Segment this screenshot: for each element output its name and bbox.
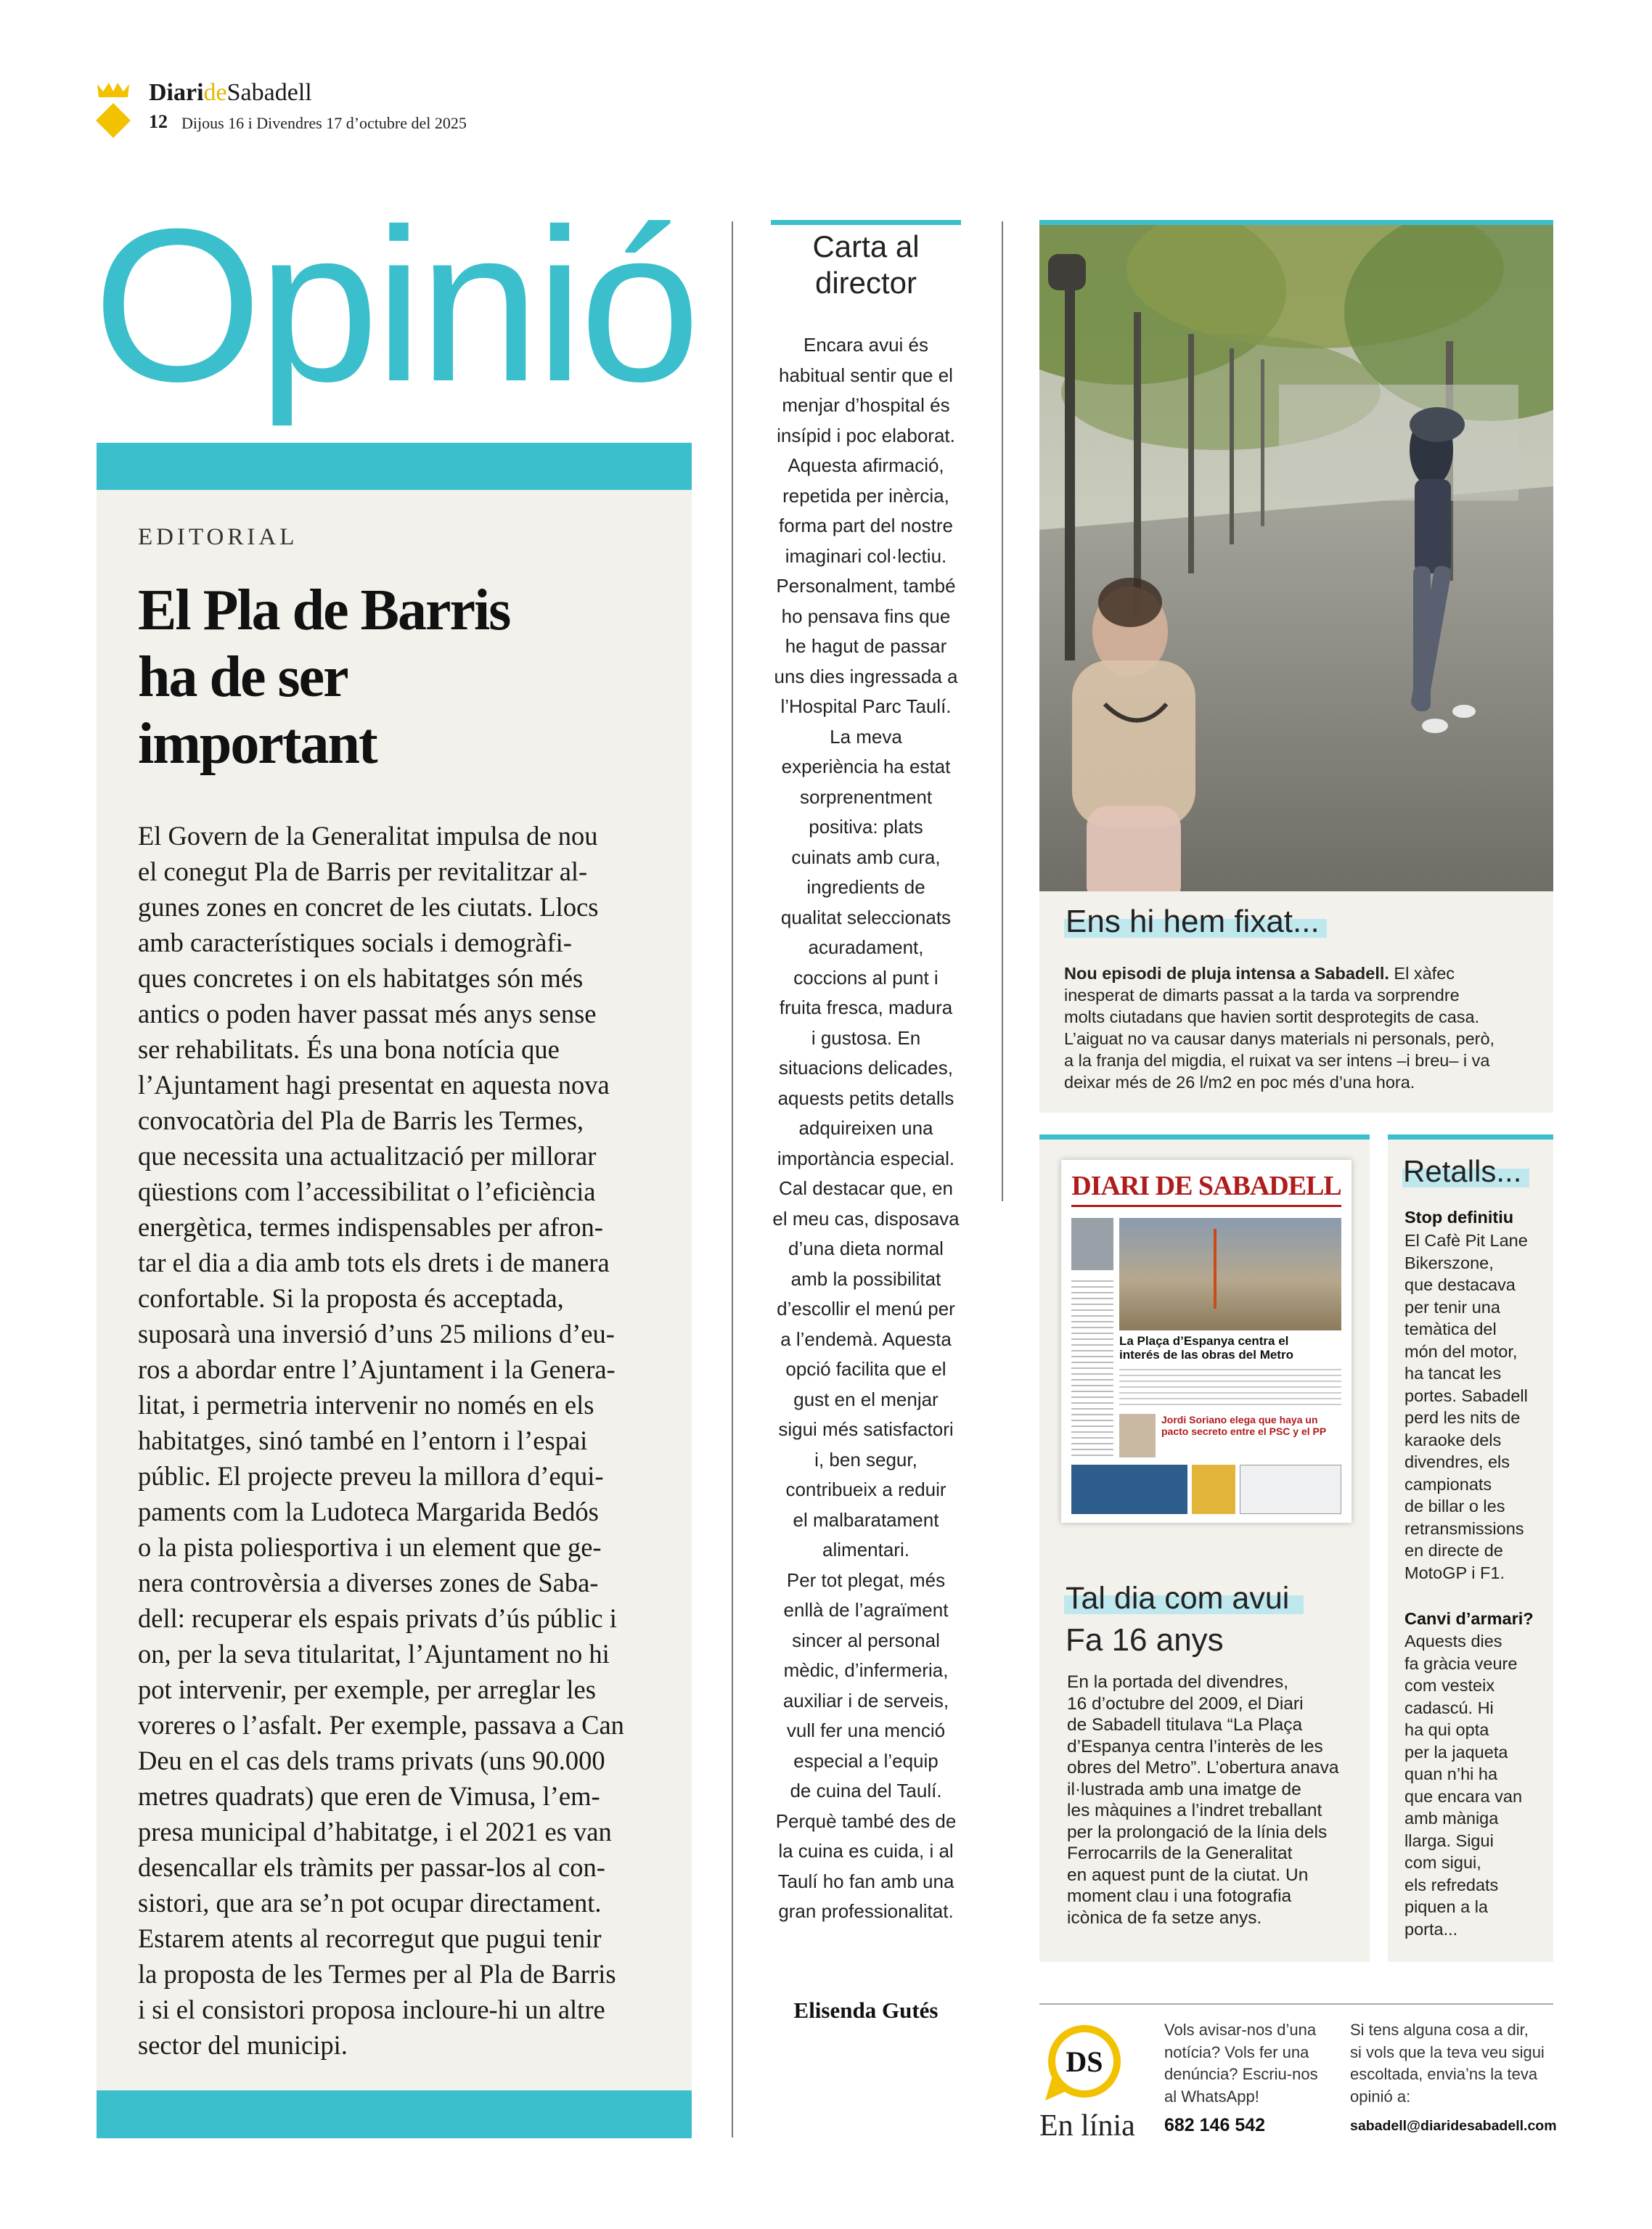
taldia-line: Ferrocarrils de la Generalitat bbox=[1067, 1844, 1293, 1863]
letter-line: el malbaratament bbox=[793, 1508, 939, 1531]
column-divider bbox=[732, 221, 733, 2138]
editorial-line: sector del municipi. bbox=[138, 2030, 348, 2060]
letter-line: repetida per inèrcia, bbox=[782, 484, 949, 507]
letter-line: Perquè també des de bbox=[775, 1809, 957, 1832]
text-line: divendres, els bbox=[1404, 1452, 1510, 1471]
text-line: com vesteix bbox=[1404, 1676, 1495, 1695]
editorial-line: qüestions com l’accessibilitat o l’eficiència bbox=[138, 1177, 596, 1206]
rain-street-photo bbox=[1039, 225, 1553, 891]
letter-line: alimentari. bbox=[822, 1539, 909, 1561]
text-line: per tenir una bbox=[1404, 1297, 1500, 1317]
text-line: Si tens alguna cosa a dir, bbox=[1350, 2021, 1529, 2039]
editorial-line: gunes zones en concret de les ciutats. Llocs bbox=[138, 892, 599, 922]
taldia-top-bar bbox=[1039, 1134, 1370, 1140]
editorial-label: EDITORIAL bbox=[138, 524, 298, 550]
retalls-top-bar bbox=[1388, 1134, 1553, 1140]
letter-body bbox=[753, 330, 978, 1927]
text-line: notícia? Vols fer una bbox=[1164, 2042, 1309, 2061]
taldia-line: per la prolongació de la línia dels bbox=[1067, 1822, 1328, 1842]
letter-line: situacions delicades, bbox=[779, 1057, 953, 1079]
text-line: retransmissions bbox=[1404, 1518, 1524, 1538]
editorial-headline: El Pla de Barris ha de ser important bbox=[138, 578, 510, 776]
editorial-line: ques concretes i on els habitatges són més bbox=[138, 963, 584, 993]
opinion-prompt bbox=[1350, 2019, 1557, 2108]
letter-line: coccions al punt i bbox=[793, 966, 939, 989]
letter-line: especial a l’equip bbox=[793, 1749, 939, 1772]
letter-top-bar bbox=[771, 220, 961, 225]
letter-line: aquests petits detalls bbox=[777, 1087, 954, 1109]
letter-line: enllà de l’agraïment bbox=[783, 1599, 949, 1621]
letter-line: he hagut de passar bbox=[785, 635, 947, 657]
letter-line: contribueix a reduir bbox=[785, 1478, 946, 1500]
editorial-line: El Govern de la Generalitat impulsa de nou bbox=[138, 821, 598, 851]
editorial-line: presa municipal d’habitatge, i el 2021 es van bbox=[138, 1817, 612, 1846]
taldia-subtitle: Fa 16 anys bbox=[1066, 1622, 1224, 1658]
letter-line: l’Hospital Parc Taulí. bbox=[780, 695, 952, 717]
text-line: amb màniga bbox=[1404, 1809, 1499, 1828]
text-line: escoltada, envia’ns la teva bbox=[1350, 2065, 1538, 2083]
ds-icon-text: DS bbox=[1066, 2045, 1103, 2078]
text-line: si vols que la teva veu sigui bbox=[1350, 2042, 1545, 2061]
letter-line: positiva: plats bbox=[809, 816, 923, 838]
letter-title: Carta al director bbox=[812, 229, 920, 300]
taldia-line: obres del Metro”. L’obertura anava bbox=[1067, 1758, 1339, 1778]
editorial-line: dell: recuperar els espais privats d’ús públic i bbox=[138, 1603, 617, 1633]
editorial-line: voreres o l’asfalt. Per exemple, passava a Can bbox=[138, 1710, 624, 1740]
editorial-line: convocatòria del Pla de Barris les Termes, bbox=[138, 1105, 584, 1135]
letter-line: Aquesta afirmació, bbox=[788, 454, 944, 476]
letter-line: imaginari col·lectiu. bbox=[785, 544, 947, 567]
letter-line: cuinats amb cura, bbox=[791, 846, 941, 868]
text-line: campionats bbox=[1404, 1474, 1492, 1494]
newspaper-masthead: DIARI DE SABADELL bbox=[1071, 1171, 1341, 1201]
taldia-line: moment clau i una fotografia bbox=[1067, 1886, 1292, 1906]
letter-line: importància especial. bbox=[777, 1147, 955, 1169]
letter-line: adquireixen una bbox=[798, 1117, 933, 1139]
taldia-line: en aquest punt de la ciutat. Un bbox=[1067, 1865, 1309, 1885]
text-line: els refredats bbox=[1404, 1875, 1499, 1894]
letter-line: acuradament, bbox=[808, 936, 924, 958]
editorial-line: l’Ajuntament hagi presentat en aquesta nova bbox=[138, 1070, 610, 1100]
retall-text bbox=[1404, 1630, 1542, 1940]
editorial-line: amb característiques socials i demogràfi- bbox=[138, 928, 572, 957]
text-line: ha qui opta bbox=[1404, 1720, 1489, 1739]
text-line: karaoke dels bbox=[1404, 1430, 1502, 1449]
taldia-line: les màquines a l’indret treballant bbox=[1067, 1801, 1322, 1820]
letter-line: d’escollir el menú per bbox=[777, 1298, 955, 1320]
taldia-line: d’Espanya centra l’interès de les bbox=[1067, 1736, 1323, 1756]
editorial-line: i si el consistori proposa incloure-hi un altre bbox=[138, 1995, 605, 2024]
editorial-body bbox=[138, 818, 646, 2063]
letter-line: La meva bbox=[830, 725, 902, 748]
editorial-line: litat, i permetria intervenir no només en els bbox=[138, 1390, 594, 1420]
text-line: Aquests dies bbox=[1404, 1632, 1502, 1651]
editorial-line: paments com la Ludoteca Margarida Bedós bbox=[138, 1497, 599, 1526]
letter-author: Elisenda Gutés bbox=[793, 1997, 939, 2023]
brand-name[interactable]: DiarideSabadell bbox=[149, 79, 312, 106]
column-divider bbox=[1002, 221, 1003, 1201]
editorial-line: energètica, termes indispensables per afron- bbox=[138, 1212, 603, 1242]
letter-line: amb la possibilitat bbox=[790, 1267, 941, 1290]
letter-line: Per tot plegat, més bbox=[786, 1569, 946, 1591]
newspaper-front-page bbox=[1061, 1160, 1352, 1523]
photo-top-bar bbox=[1039, 220, 1553, 225]
taldia-text bbox=[1067, 1672, 1357, 1929]
letter-line: Cal destacar que, en bbox=[779, 1177, 953, 1199]
text-line: porta... bbox=[1404, 1919, 1458, 1939]
text-line: cadascú. Hi bbox=[1404, 1698, 1494, 1717]
text-line: ha tancat les bbox=[1404, 1364, 1502, 1383]
newspaper-headline: La Plaça d’Espanya centra el bbox=[1119, 1334, 1289, 1348]
editorial-line: on, per la seva titularitat, l’Ajuntament no hi bbox=[138, 1639, 610, 1669]
retall-heading: Canvi d’armari? bbox=[1404, 1609, 1534, 1628]
text-line: com sigui, bbox=[1404, 1853, 1481, 1872]
letter-line: forma part del nostre bbox=[779, 515, 953, 536]
letter-line: Encara avui és bbox=[803, 334, 928, 356]
letter-line: gran professionalitat. bbox=[778, 1900, 954, 1922]
diari-logo-icon bbox=[94, 81, 132, 139]
text-line: temàtica del bbox=[1404, 1320, 1497, 1338]
text-line: portes. Sabadell bbox=[1404, 1386, 1528, 1405]
text-line: al WhatsApp! bbox=[1164, 2087, 1259, 2106]
text-line: perd les nits de bbox=[1404, 1408, 1521, 1427]
letter-line: ingredients de bbox=[806, 876, 925, 898]
taldia-line: il·lustrada amb una imatge de bbox=[1067, 1779, 1301, 1799]
fixat-title: Ens hi hem fixat... bbox=[1066, 904, 1320, 939]
letter-line: Personalment, també bbox=[776, 575, 956, 597]
editorial-line: ros a abordar entre l’Ajuntament i la Genera- bbox=[138, 1354, 616, 1384]
editorial-line: pot intervenir, per exemple, per arreglar les bbox=[138, 1674, 596, 1704]
letter-line: ho pensava fins que bbox=[781, 605, 951, 627]
page-number: 12 bbox=[149, 111, 168, 132]
ds-chat-icon[interactable] bbox=[1039, 2019, 1126, 2106]
retall-heading: Stop definitiu bbox=[1404, 1208, 1514, 1227]
taldia-title: Tal dia com avui bbox=[1066, 1581, 1290, 1616]
editorial-line: habitatges, sinó també en l’entorn i l’espai bbox=[138, 1426, 588, 1455]
letter-line: auxiliar i de serveis, bbox=[782, 1689, 949, 1711]
letter-line: i, ben segur, bbox=[814, 1448, 917, 1471]
editorial-line: o la pista poliesportiva i un element que ge- bbox=[138, 1532, 602, 1562]
en-linia-label: En línia bbox=[1039, 2109, 1135, 2143]
taldia-line: En la portada del divendres, bbox=[1067, 1672, 1289, 1692]
taldia-line: 16 d’octubre del 2009, el Diari bbox=[1067, 1693, 1304, 1714]
letter-line: sigui més satisfactori bbox=[778, 1418, 954, 1440]
text-line: en directe de bbox=[1404, 1541, 1503, 1560]
text-line: MotoGP i F1. bbox=[1404, 1563, 1505, 1582]
letter-line: menjar d’hospital és bbox=[782, 394, 950, 416]
editorial-line: antics o poden haver passat més anys sense bbox=[138, 999, 597, 1028]
newspaper-headline: interés de las obras del Metro bbox=[1119, 1348, 1293, 1362]
text-line: món del motor, bbox=[1404, 1341, 1518, 1361]
letter-line: uns dies ingressada a bbox=[774, 665, 958, 687]
editorial-line: suposarà una inversió d’uns 25 milions d’eu- bbox=[138, 1319, 615, 1349]
text-line: de billar o les bbox=[1404, 1497, 1505, 1516]
text-line: llarga. Sigui bbox=[1404, 1831, 1494, 1850]
editorial-line: Deu en el cas dels trams privats (uns 90.000 bbox=[138, 1746, 605, 1775]
editorial-line: tar el dia a dia amb tots els drets i de manera bbox=[138, 1248, 610, 1277]
retall-text bbox=[1404, 1230, 1542, 1584]
editorial-line: el conegut Pla de Barris per revitalitzar al- bbox=[138, 856, 588, 886]
whatsapp-number[interactable]: 682 146 542 bbox=[1164, 2115, 1266, 2135]
editorial-line: desencallar els tràmits per passar-los al con- bbox=[138, 1852, 605, 1882]
page-date: Dijous 16 i Divendres 17 d’octubre del 2025 bbox=[181, 114, 467, 132]
letter-line: qualitat seleccionats bbox=[780, 906, 952, 928]
section-title: Opinió bbox=[93, 183, 697, 427]
letter-line: la cuina es cuida, i al bbox=[778, 1840, 954, 1862]
taldia-line: de Sabadell titulava “La Plaça bbox=[1067, 1715, 1303, 1735]
letter-line: d’una dieta normal bbox=[788, 1238, 944, 1259]
letter-line: sorprenentment bbox=[799, 785, 933, 808]
text-line: denúncia? Escriu-nos bbox=[1164, 2065, 1318, 2083]
editorial-line: públic. El projecte preveu la millora d’equi- bbox=[138, 1461, 604, 1491]
letter-line: vull fer una menció bbox=[786, 1719, 946, 1741]
letter-line: sincer al personal bbox=[792, 1629, 940, 1651]
letter-line: de cuina del Taulí. bbox=[790, 1780, 942, 1801]
fixat-text: Nou episodi de pluja intensa a Sabadell. El xàfec inesperat de dimarts passat a la tarda va sorprendre molts ciutadans que havien sortit desprotegits de casa. L’aiguat no va causar danys materials ni personals, però, a la franja del migdia, el ruixat va ser intens –i breu– i va deixar més de 26 l/m2 en poc més d’una hora. bbox=[1064, 964, 1495, 1092]
text-line: fa gràcia veure bbox=[1404, 1653, 1518, 1673]
newspaper-second-headline: pacto secreto entre el PSC y el PP bbox=[1161, 1426, 1327, 1437]
editorial-line: confortable. Si la proposta és acceptada, bbox=[138, 1283, 564, 1313]
whatsapp-prompt bbox=[1164, 2019, 1338, 2108]
editorial-bottom-bar bbox=[97, 2090, 692, 2138]
text-line: El Cafè Pit Lane bbox=[1404, 1231, 1528, 1250]
letter-line: insípid i poc elaborat. bbox=[777, 424, 955, 446]
taldia-line: icònica de fa setze anys. bbox=[1067, 1907, 1262, 1928]
editorial-line: la proposta de les Termes per al Pla de Barris bbox=[138, 1959, 616, 1989]
editorial-line: ser rehabilitats. És una bona notícia que bbox=[138, 1034, 560, 1064]
editorial-line: Estarem atents al recorregut que pugui tenir bbox=[138, 1923, 602, 1953]
text-line: per la jaqueta bbox=[1404, 1742, 1508, 1762]
text-line: opinió a: bbox=[1350, 2087, 1411, 2106]
letter-line: Taulí ho fan amb una bbox=[777, 1870, 954, 1892]
letter-line: fruita fresca, madura bbox=[779, 997, 953, 1018]
letter-line: a l’endemà. Aquesta bbox=[780, 1328, 952, 1350]
text-line: piquen a la bbox=[1404, 1897, 1488, 1916]
letter-line: habitual sentir que el bbox=[779, 364, 953, 386]
letter-line: i gustosa. En bbox=[811, 1026, 921, 1049]
editorial-line: que necessita una actualització per millorar bbox=[138, 1141, 597, 1171]
editorial-line: metres quadrats) que eren de Vimusa, l’em- bbox=[138, 1781, 600, 1811]
footer-divider bbox=[1039, 2003, 1553, 2005]
text-line: que destacava bbox=[1404, 1275, 1516, 1294]
letter-line: mèdic, d’infermeria, bbox=[783, 1659, 949, 1681]
editorial-line: sistori, que ara se’n pot ocupar directament. bbox=[138, 1888, 602, 1918]
text-line: Bikerszone, bbox=[1404, 1253, 1494, 1272]
text-line: quan n’hi ha bbox=[1404, 1764, 1498, 1783]
letter-line: el meu cas, disposava bbox=[772, 1207, 960, 1230]
letter-line: opció facilita que el bbox=[785, 1358, 946, 1380]
editorial-line: nera controvèrsia a diverses zones de Saba- bbox=[138, 1568, 599, 1598]
editorial-top-bar bbox=[97, 443, 692, 490]
text-line: que encara van bbox=[1404, 1786, 1523, 1806]
newspaper-second-headline: Jordi Soriano elega que haya un bbox=[1161, 1414, 1318, 1426]
text-line: Vols avisar-nos d’una bbox=[1164, 2021, 1317, 2039]
letter-line: experiència ha estat bbox=[781, 756, 951, 777]
opinion-email[interactable]: sabadell@diaridesabadell.com bbox=[1350, 2118, 1557, 2134]
letter-line: gust en el menjar bbox=[793, 1388, 939, 1410]
retalls-title: Retalls... bbox=[1403, 1154, 1522, 1188]
